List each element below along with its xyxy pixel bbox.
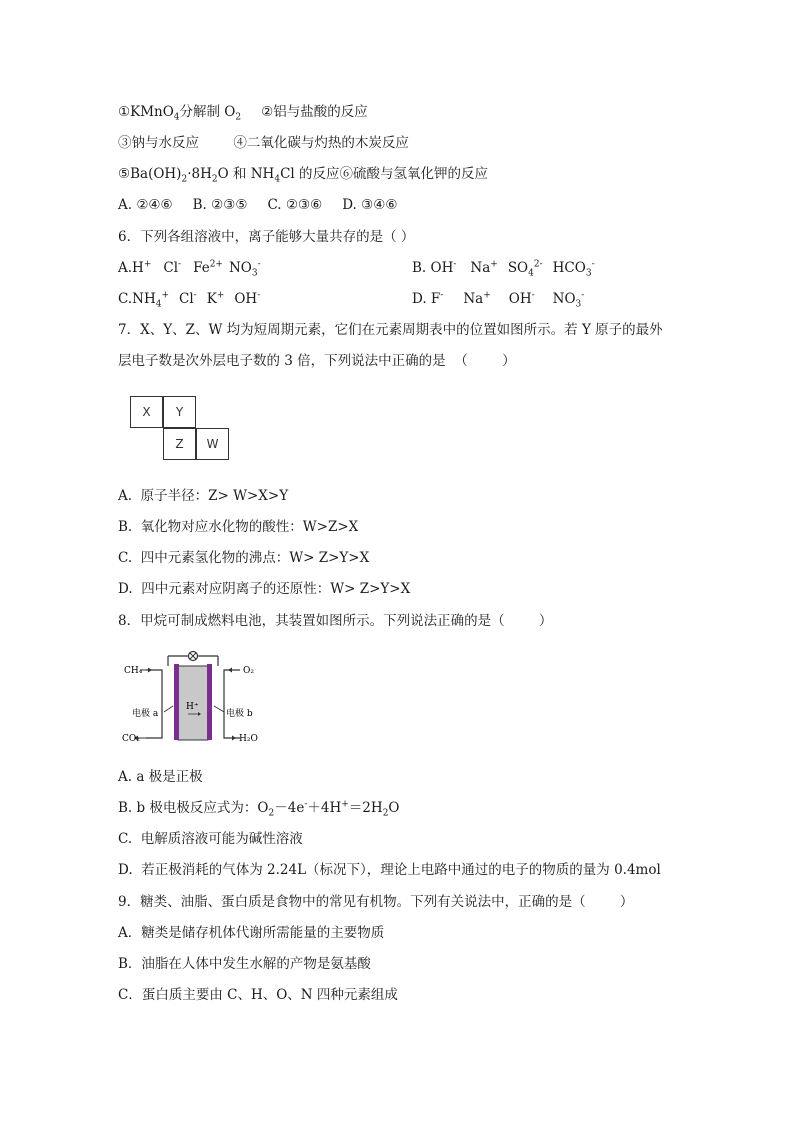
q8b-text4: ＝2H	[348, 800, 383, 816]
label-h2o: H₂O	[239, 734, 258, 744]
q6d-na: Na	[463, 291, 484, 307]
q5-items-row3	[118, 165, 488, 183]
label-h-plus: H⁺	[186, 702, 199, 712]
q5-item6-text: ⑥硫酸与氢氧化钾的反应	[339, 166, 489, 182]
q5-item1-sub: 4	[173, 112, 180, 123]
q6d-no: NO	[552, 291, 576, 307]
q5-option-c[interactable]: C. ②③⑥	[267, 197, 323, 213]
label-ch4: CH₄	[124, 666, 143, 676]
q6b-so: SO	[507, 260, 529, 276]
q9-stem: 9．糖类、油脂、蛋白质是食物中的常见有机物。下列有关说法中，正确的是（ ）	[118, 894, 634, 910]
q6d-oh-charge: -	[531, 290, 535, 301]
q5-item5-a: ⑤Ba(OH)	[118, 166, 182, 182]
label-o2: O₂	[243, 666, 254, 676]
q5-item1-sub2: 2	[235, 112, 242, 123]
q6b-oh: B. OH	[412, 260, 454, 276]
q7-stem-line1: 7．X、Y、Z、W 均为短周期元素，它们在元素周期表中的位置如图所示。若 Y 原子的最外	[118, 322, 663, 338]
q5-item5-sub1: 2	[181, 174, 188, 185]
q6d-no-charge: -	[581, 290, 585, 301]
q6c-k-charge: +	[216, 290, 225, 301]
q8-option-a[interactable]: A. a 极是正极	[118, 769, 203, 785]
q5-option-b[interactable]: B. ②③⑤	[192, 197, 248, 213]
q6-option-c[interactable]	[118, 290, 260, 308]
q6b-na: Na	[470, 260, 491, 276]
q6b-so-charge: 2-	[533, 259, 543, 270]
q8-stem: 8．甲烷可制成燃料电池，其装置如图所示。下列说法正确的是（ ）	[118, 613, 553, 629]
q6-stem: 6．下列各组溶液中，离子能够大量共存的是（ ）	[118, 229, 415, 245]
q7-option-d[interactable]: D. 四中元素对应阴离子的还原性：W> Z>Y>X	[118, 581, 411, 597]
q6-option-d[interactable]	[412, 290, 584, 308]
q5-item1-text2: 分解制 O	[179, 104, 236, 120]
cell-x: X	[130, 396, 163, 428]
q6c-oh-charge: -	[257, 290, 261, 301]
q6c-nh: C.NH	[118, 291, 156, 307]
q7-option-c[interactable]: C. 四中元素氢化物的沸点：W> Z>Y>X	[118, 550, 370, 566]
q5-items-row2: ③钠与水反应 ④二氧化碳与灼热的木炭反应	[118, 135, 409, 151]
q5-item1-text: ①KMnO	[118, 104, 174, 120]
q6b-hco: HCO	[552, 260, 586, 276]
q6d-oh: OH	[508, 291, 532, 307]
q6a-fe: Fe	[193, 260, 210, 276]
q6a-no-charge: -	[257, 259, 261, 270]
q8-option-c[interactable]: C. 电解质溶液可能为碱性溶液	[118, 831, 303, 847]
q6a-fe-charge: 2+	[209, 259, 223, 270]
chamber-left	[146, 670, 162, 738]
q5-option-a[interactable]: A. ②④⑥	[118, 197, 173, 213]
electrode-b-pointer	[214, 706, 224, 712]
electrode-a-pointer	[164, 706, 173, 712]
q5-options	[118, 196, 397, 214]
q8b-text3: ＋4H	[307, 800, 342, 816]
cell-z: Z	[163, 428, 196, 460]
q5-item5-b: ·8H	[187, 166, 212, 182]
q8b-sup2: +	[341, 799, 349, 810]
q5-item2-text: ②铝与盐酸的反应	[261, 104, 368, 120]
q6a-no: NO	[228, 260, 252, 276]
label-electrode-a: 电极 a	[132, 709, 159, 719]
q6c-nh-charge: +	[161, 290, 170, 301]
q8b-text5: O	[388, 800, 400, 816]
q8b-sub2: 2	[382, 808, 389, 819]
q8b-text2: －4e	[274, 800, 305, 816]
q7-option-a[interactable]: A. 原子半径：Z> W>X>Y	[118, 488, 289, 504]
q6b-hco-charge: -	[591, 259, 595, 270]
q8b-sub1: 2	[268, 808, 275, 819]
q7-stem-line2: 层电子数是次外层电子数的 3 倍，下列说法中正确的是 （ ）	[118, 353, 516, 369]
label-electrode-b: 电极 b	[226, 709, 253, 719]
q6a-cl: Cl	[163, 260, 179, 276]
q6c-k: K	[206, 291, 217, 307]
q6b-hco-sub: 3	[585, 268, 592, 279]
q6c-cl-charge: -	[193, 290, 197, 301]
chamber-right	[224, 670, 240, 738]
q5-item5-d: Cl 的反应	[280, 166, 340, 182]
electrode-a	[174, 664, 179, 740]
q6d-f: D. F	[412, 291, 441, 307]
q8b-sup1: -	[304, 799, 308, 810]
q9-option-c[interactable]: C．蛋白质主要由 C、H、O、N 四种元素组成	[118, 987, 398, 1003]
q6d-na-charge: +	[483, 290, 491, 301]
q5-items-row1	[118, 103, 368, 121]
q5-item5-c: O 和 NH	[217, 166, 275, 182]
electrode-b	[207, 664, 212, 740]
q6a-h-charge: +	[143, 259, 152, 270]
q6-option-a[interactable]	[118, 259, 261, 277]
q8b-text1: B. b 极电极反应式为：O	[118, 800, 269, 816]
label-co2: CO₂	[122, 734, 140, 744]
q6d-no-sub: 3	[575, 299, 582, 310]
q6b-oh-charge: -	[453, 259, 457, 270]
q8-option-d[interactable]: D. 若正极消耗的气体为 2.24L（标况下），理论上电路中通过的电子的物质的量为 0.4mol	[118, 862, 661, 878]
q5-item5-sub3: 4	[274, 174, 281, 185]
q6c-nh-sub: 4	[155, 299, 162, 310]
o2-arrowhead	[228, 668, 232, 673]
q5-item5-sub2: 2	[211, 174, 218, 185]
fuel-cell-diagram	[118, 650, 278, 750]
q6c-cl: Cl	[179, 291, 194, 307]
q6c-oh: OH	[234, 291, 258, 307]
q6d-f-charge: -	[440, 290, 444, 301]
q6a-cl-charge: -	[178, 259, 182, 270]
q7-option-b[interactable]: B. 氧化物对应水化物的酸性：W>Z>X	[118, 519, 359, 535]
q9-option-a[interactable]: A．糖类是储存机体代谢所需能量的主要物质	[118, 925, 385, 941]
cell-w: W	[196, 428, 229, 460]
q6b-na-charge: +	[490, 259, 498, 270]
cell-y: Y	[163, 396, 196, 428]
q5-option-d[interactable]: D. ③④⑥	[342, 197, 398, 213]
q6b-so-sub: 4	[528, 268, 534, 279]
ch4-arrowhead	[148, 668, 152, 673]
h2o-arrowhead	[232, 736, 236, 741]
q6a-no-sub: 3	[251, 268, 258, 279]
q6-option-b[interactable]	[412, 259, 595, 277]
q8-option-b[interactable]	[118, 799, 400, 817]
q9-option-b[interactable]: B．油脂在人体中发生水解的产物是氨基酸	[118, 956, 371, 972]
q6a-h: A.H	[118, 260, 144, 276]
